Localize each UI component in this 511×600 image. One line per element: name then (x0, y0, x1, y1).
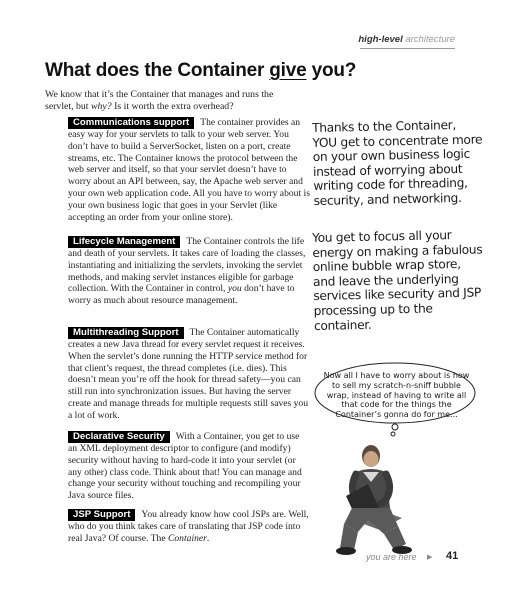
section-lifecycle-management (68, 236, 310, 307)
thought-bubble-text: Now all I have to worry about is how to sell my scratch-n-sniff bubble wrap, instead of having to write all that code for the things the Container’s gonna do for me... (323, 371, 470, 420)
handwritten-note-focus: You get to focus all your energy on making a fabulous online bubble wrap store, and leave the underlying services like security and JSP processing up to the container. (312, 228, 483, 333)
chapter-header (358, 34, 455, 45)
thought-bubble (313, 361, 478, 437)
section-text: The Container controls the life and death of your servlets. It takes care of loading the classes, instantiating and initializing the servlets, invoking the servlet methods, and making servlet instances eligible for garbage collection. With the Container in control, (68, 236, 306, 295)
person-with-laptop-icon (318, 440, 428, 558)
page-title (45, 60, 365, 82)
chapter-header-light: architecture (405, 34, 455, 45)
you-are-here-label: you are here (366, 552, 417, 562)
title-suffix: you? (306, 60, 357, 81)
section-text: don’t have to worry as much about resource management. (68, 283, 295, 307)
section-text: With a Container, you get to use an XML deployment descriptor to configure (and modify) security without having to hard-code it into your servlet (or any other) class code. Think about that! You can manage and change your security without touching and recompiling your Java source files. (68, 431, 302, 502)
section-label: JSP Support (68, 509, 135, 521)
section-text: . (206, 532, 210, 544)
intro-paragraph (45, 89, 300, 112)
intro-rest: Is it worth the extra overhead? (111, 100, 234, 112)
section-text: The container provides an easy way for your servlets to talk to your web server. You don’t have to build a ServerSocket, listen on a port, create streams, etc. The Container knows the protocol between the web server and itself, so that your servlet doesn’t have to worry about an API between, say, the Apache web server and your own web application code. All you have to worry about is your own business logic that goes in your Servlet (like accepting an order from your online store). (68, 117, 310, 223)
section-label: Multithreading Support (68, 327, 184, 339)
title-prefix: What does the Container (45, 60, 270, 81)
chapter-header-bold: high-level (358, 34, 403, 45)
section-label: Lifecycle Management (68, 236, 180, 248)
section-text: The Container automatically creates a new Java thread for every servlet request it receives. When the servlet’s done running the HTTP service method for that client’s request, the thread completes (i.e. dies). This doesn’t mean you’re off the hook for thread safety—you can still run into synchronization issues. But having the server create and manage threads for multiple requests still saves you a lot of work. (68, 327, 309, 421)
section-text: You already know how cool JSPs are. Well, who do you think takes care of translating that JSP code into real Java? Of course. The (68, 509, 309, 544)
intro-text: We know that it’s the Container that manages and runs the servlet, but (45, 89, 274, 112)
section-multithreading-support (68, 327, 310, 422)
page-number: 41 (446, 550, 459, 562)
section-label: Communications support (68, 117, 194, 129)
title-underlined-word: give (269, 60, 307, 81)
section-declarative-security (68, 431, 310, 502)
section-label: Declarative Security (68, 431, 170, 443)
person-with-laptop-illustration (318, 440, 428, 558)
right-arrow-icon: ▶ (427, 553, 433, 561)
intro-emphasis: why? (90, 100, 112, 112)
section-emphasis: Container (167, 532, 207, 544)
section-communications-support (68, 117, 310, 223)
section-jsp-support (68, 509, 310, 545)
section-emphasis: you (227, 283, 242, 295)
header-rule (360, 48, 455, 49)
handwritten-note-container: Thanks to the Container, YOU get to concentrate more on your own business logic instead of worrying about writing code for threading, security, and networking. (312, 117, 483, 208)
